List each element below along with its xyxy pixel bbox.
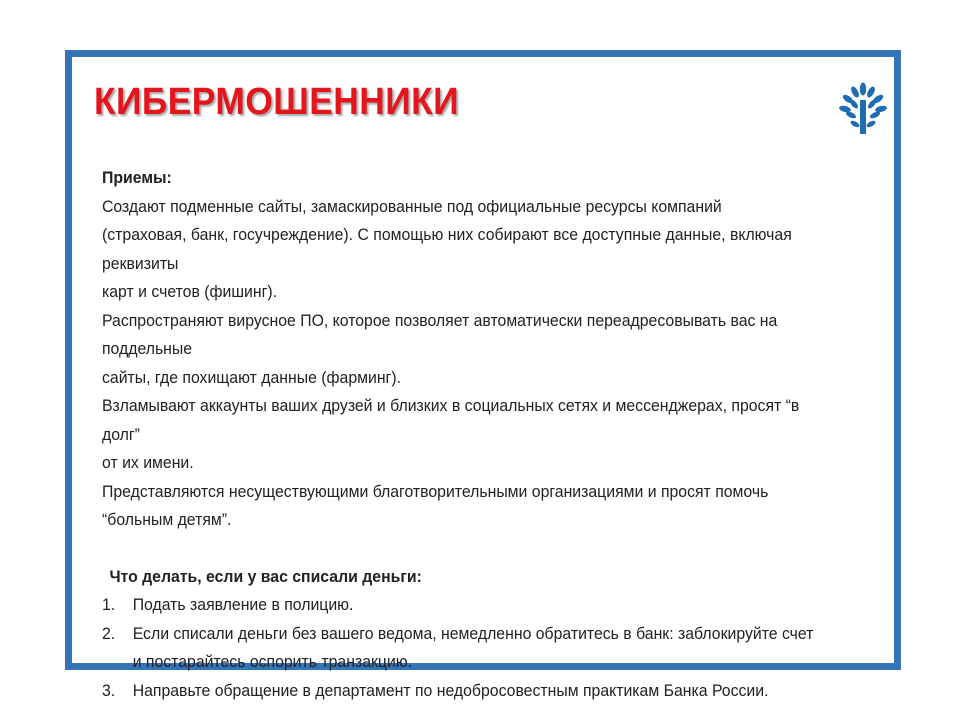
list-item-text: и постарайтесь оспорить транзакцию.: [132, 652, 413, 671]
methods-line: Распространяют вирусное ПО, которое позволяет автоматически переадресовывать вас на поддельные: [102, 310, 778, 358]
list-item-number: 2.: [102, 623, 116, 643]
list-item-number: 3.: [102, 680, 116, 700]
methods-line: Создают подменные сайты, замаскированные под официальные ресурсы компаний: [102, 196, 722, 216]
list-item: [102, 677, 837, 706]
methods-line: сайты, где похищают данные (фарминг).: [102, 367, 401, 387]
list-item: [102, 591, 837, 620]
list-item-text: Если списали деньги без вашего ведома, немедленно обратитесь в банк: заблокируйте счет: [132, 623, 814, 643]
methods-line: карт и счетов (фишинг).: [102, 282, 278, 301]
list-item-text: Подать заявление в полицию.: [132, 595, 354, 614]
list-item-number: 1.: [102, 595, 116, 614]
methods-line: “больным детям”.: [102, 510, 232, 529]
slide-frame: [65, 50, 901, 700]
methods-line: от их имени.: [102, 453, 194, 472]
methods-line: Представляются несуществующими благотворительными организациями и просят помочь: [102, 481, 769, 501]
methods-heading: Приемы:: [102, 168, 172, 187]
bank-of-russia-tree-icon: [839, 82, 887, 138]
list-item-continuation: [102, 648, 837, 677]
slide-title: КИБЕРМОШЕННИКИ: [94, 81, 459, 123]
section-spacer: [102, 535, 837, 563]
slide-content: [102, 164, 837, 705]
list-item: [102, 620, 837, 649]
actions-list: [102, 591, 837, 705]
methods-line: Взламывают аккаунты ваших друзей и близких в социальных сетях и мессенджерах, просят “в долг”: [102, 396, 800, 444]
methods-line: (страховая, банк, госучреждение). С помощью них собирают все доступные данные, включая реквизиты: [102, 225, 792, 273]
actions-heading: Что делать, если у вас списали деньги:: [109, 566, 422, 586]
list-item-text: Направьте обращение в департамент по недобросовестным практикам Банка России.: [132, 680, 769, 700]
list-item-indent: [102, 648, 133, 677]
